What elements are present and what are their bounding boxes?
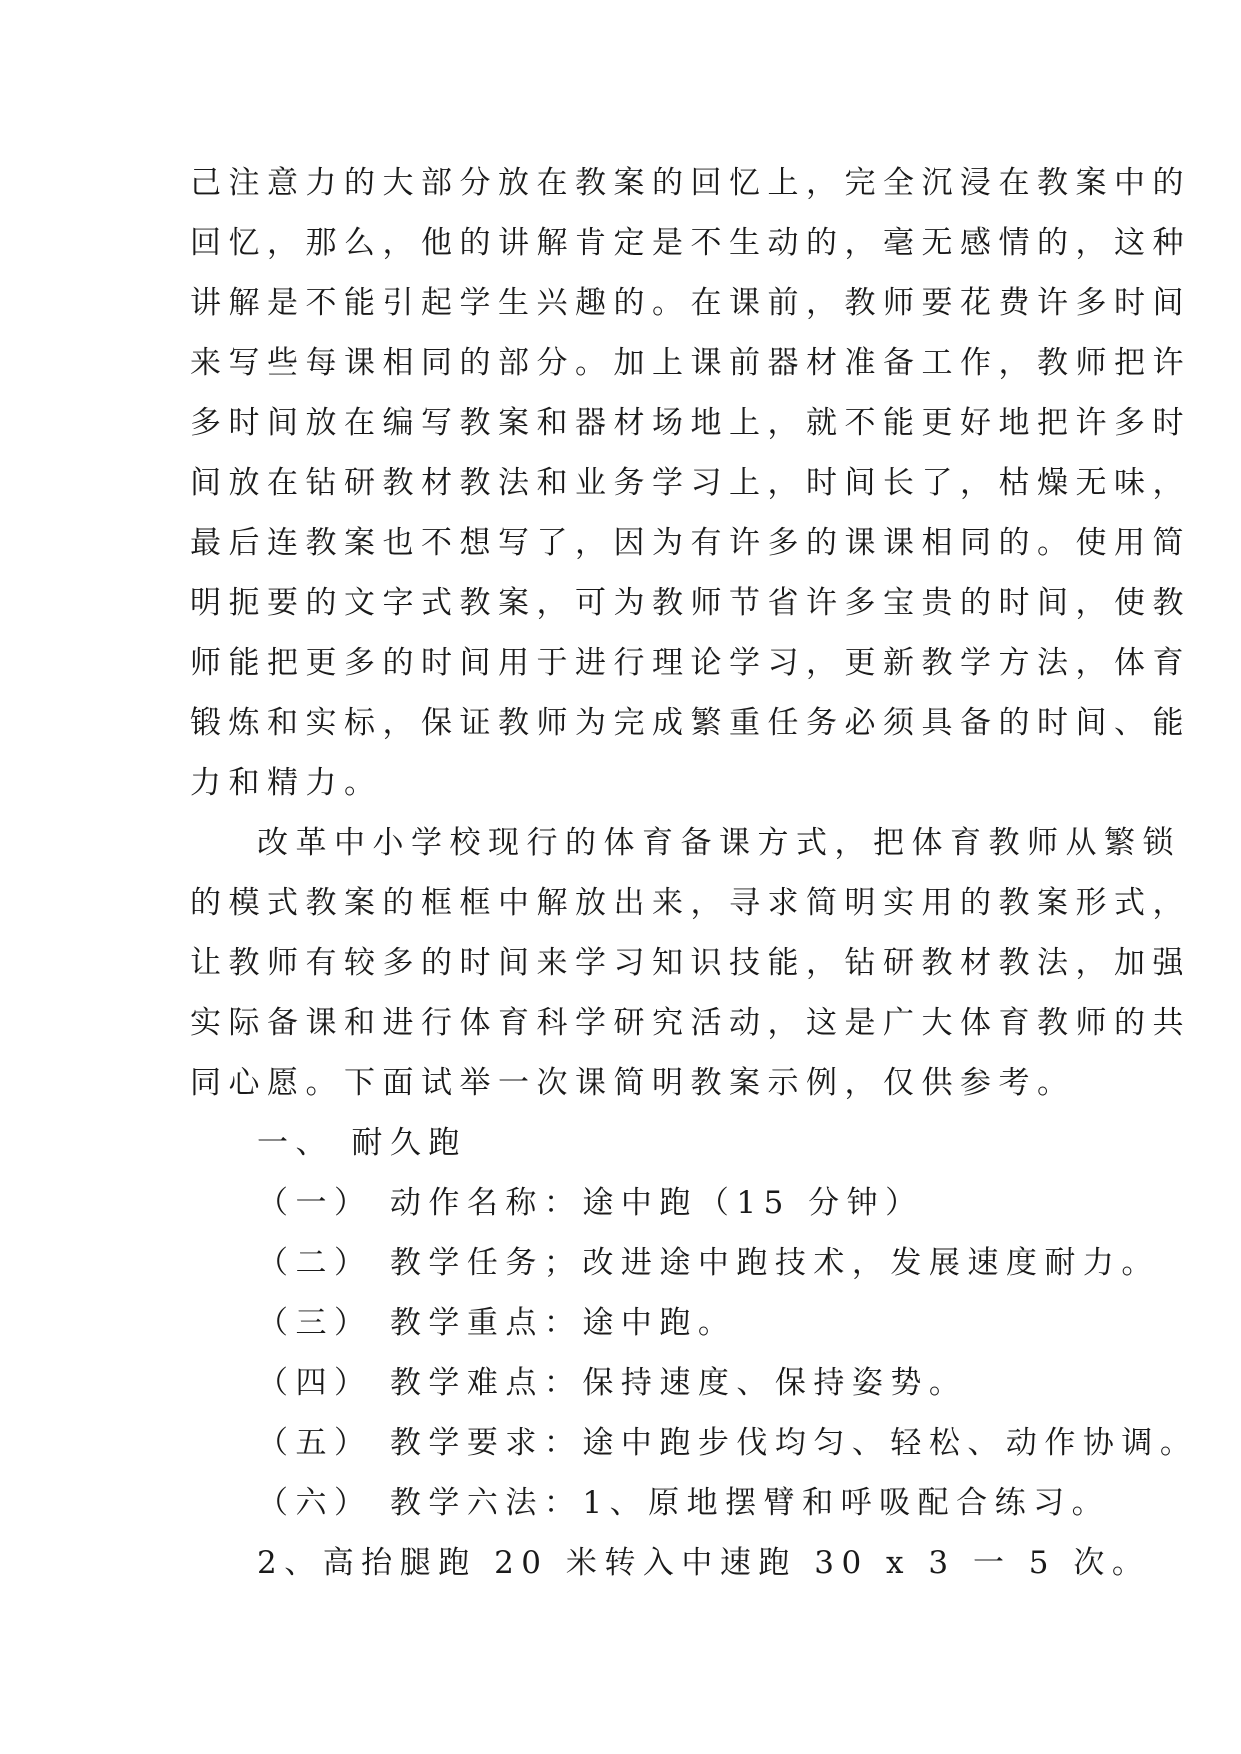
paragraph-1-line-5: 多时间放在编写教案和器材场地上，就不能更好地把许多时 [190, 405, 1191, 441]
list-item-2: （二） 教学任务；改进途中跑技术，发展速度耐力。 [257, 1245, 1160, 1281]
list-item-4: （四） 教学难点：保持速度、保持姿势。 [257, 1365, 968, 1401]
list-item-6: （六） 教学六法：1、原地摆臂和呼吸配合练习。 [257, 1485, 1111, 1521]
section-heading: 一、 耐久跑 [257, 1125, 467, 1161]
paragraph-1-line-9: 师能把更多的时间用于进行理论学习，更新教学方法，体育 [190, 645, 1191, 681]
paragraph-1-line-7: 最后连教案也不想写了，因为有许多的课课相同的。使用简 [190, 525, 1191, 561]
paragraph-1-line-6: 间放在钻研教材教法和业务学习上，时间长了，枯燥无味， [190, 465, 1191, 501]
list-item-5: （五） 教学要求：途中跑步伐均匀、轻松、动作协调。 [257, 1425, 1199, 1461]
list-item-3: （三） 教学重点：途中跑。 [257, 1305, 737, 1341]
paragraph-2-line-1: 改革中小学校现行的体育备课方式，把体育教师从繁锁 [257, 825, 1181, 861]
list-item-6-subitem-2: 2、高抬腿跑 20 米转入中速跑 30 x 3 一 5 次。 [257, 1545, 1151, 1581]
paragraph-1-line-10: 锻炼和实标，保证教师为完成繁重任务必须具备的时间、能 [190, 705, 1191, 741]
paragraph-2-line-5: 同心愿。下面试举一次课简明教案示例，仅供参考。 [190, 1065, 1076, 1101]
paragraph-1-line-1: 己注意力的大部分放在教案的回忆上，完全沉浸在教案中的 [190, 165, 1191, 201]
paragraph-1-line-3: 讲解是不能引起学生兴趣的。在课前，教师要花费许多时间 [190, 285, 1191, 321]
paragraph-2-line-3: 让教师有较多的时间来学习知识技能，钻研教材教法，加强 [190, 945, 1191, 981]
paragraph-2-line-2: 的模式教案的框框中解放出来，寻求简明实用的教案形式， [190, 885, 1191, 921]
paragraph-1-line-4: 来写些每课相同的部分。加上课前器材准备工作，教师把许 [190, 345, 1191, 381]
paragraph-1-line-11: 力和精力。 [190, 765, 383, 801]
paragraph-2-line-4: 实际备课和进行体育科学研究活动，这是广大体育教师的共 [190, 1005, 1191, 1041]
list-item-1: （一） 动作名称：途中跑（15 分钟） [257, 1185, 924, 1221]
paragraph-1-line-2: 回忆，那么，他的讲解肯定是不生动的，毫无感情的，这种 [190, 225, 1191, 261]
paragraph-1-line-8: 明扼要的文字式教案，可为教师节省许多宝贵的时间，使教 [190, 585, 1191, 621]
